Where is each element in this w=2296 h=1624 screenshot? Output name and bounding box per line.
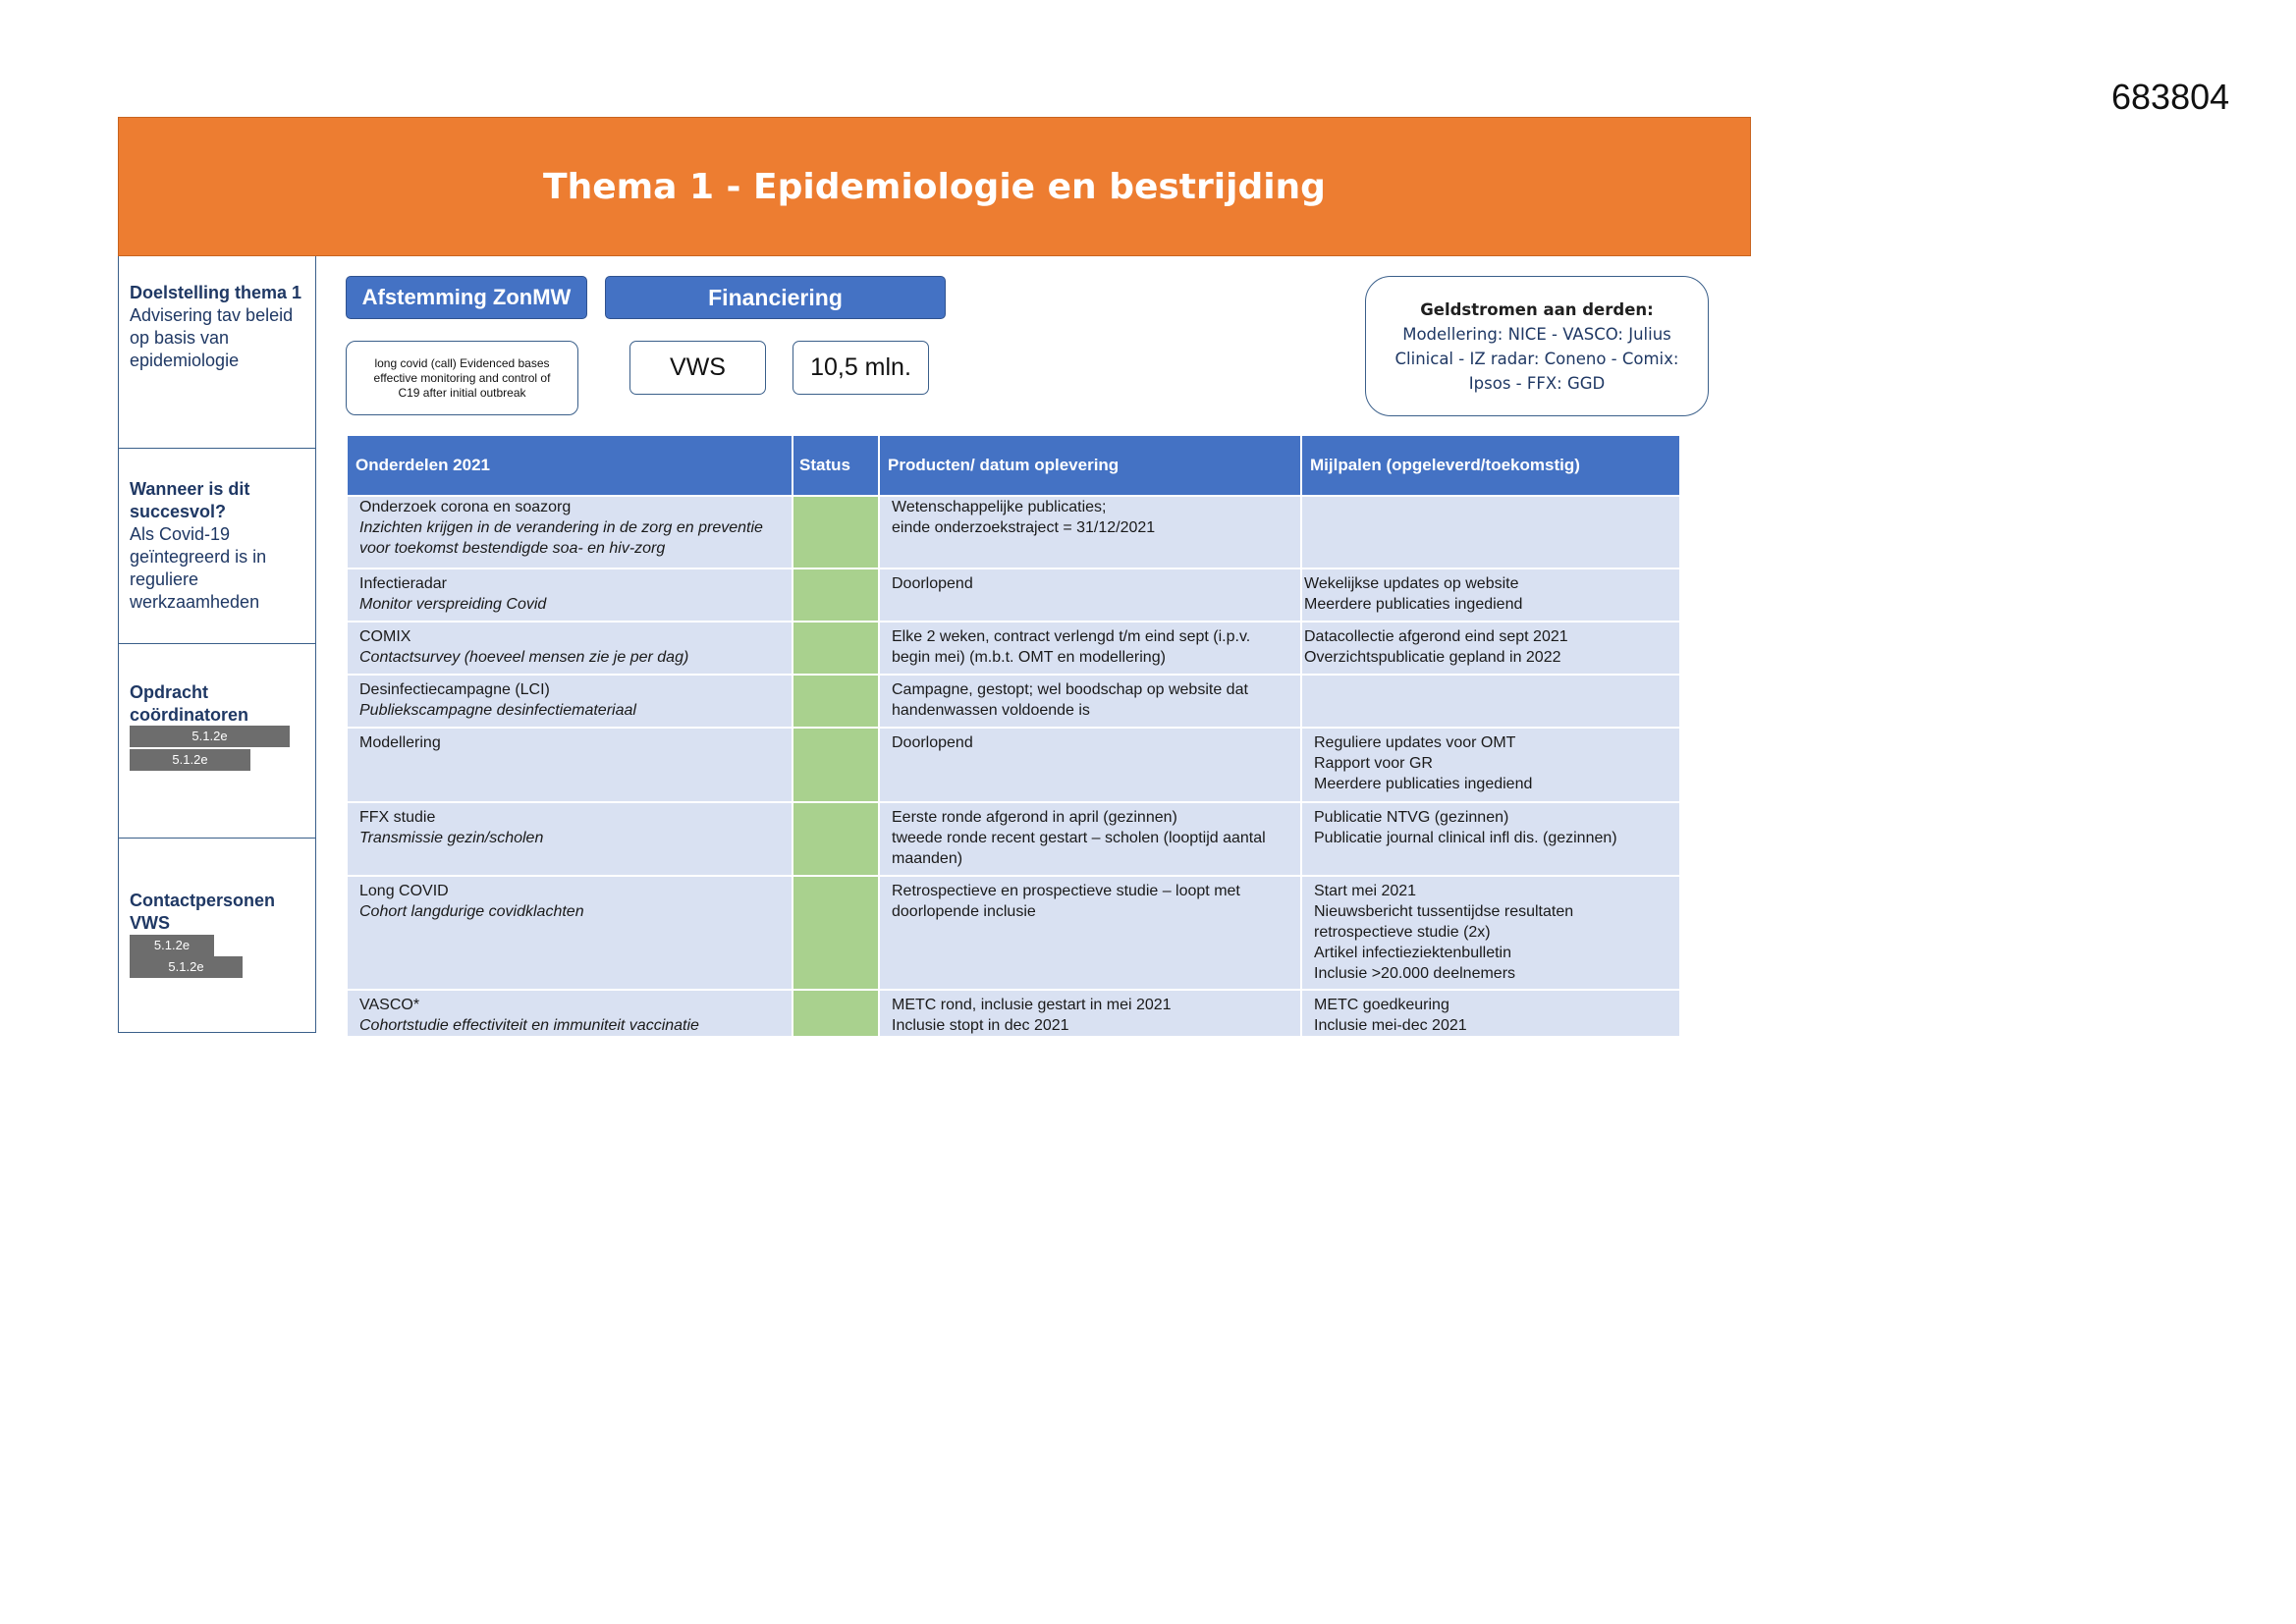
longcovid-call-text: long covid (call) Evidenced bases effective monitoring and control of C19 after initial outbreak: [373, 355, 551, 400]
sidebar-succes: [119, 449, 315, 644]
onderdeel-description: Cohortstudie effectiviteit en immuniteit vaccinatie: [359, 1017, 699, 1034]
status-cell: [793, 802, 879, 876]
table-row: [347, 802, 1680, 876]
products-cell: [879, 622, 1301, 675]
product-line: Inclusie stopt in dec 2021: [892, 1017, 1069, 1034]
amount-box: [793, 341, 929, 395]
milestones-cell: [1301, 802, 1680, 876]
amount-text: 10,5 mln.: [810, 353, 911, 381]
onderdeel-cell: [347, 568, 793, 622]
status-cell: [793, 622, 879, 675]
onderdeel-description: Transmissie gezin/scholen: [359, 830, 544, 846]
milestones-cell: [1301, 675, 1680, 728]
table-row: [347, 728, 1680, 802]
onderdeel-cell: [347, 990, 793, 1037]
table-body: [347, 496, 1680, 1037]
product-line: Eerste ronde afgerond in april (gezinnen): [892, 809, 1177, 826]
onderdeel-description: Contactsurvey (hoeveel mensen zie je per dag): [359, 649, 689, 666]
milestones-cell: [1301, 622, 1680, 675]
afstemming-label: Afstemming ZonMW: [361, 285, 572, 309]
table-row: [347, 568, 1680, 622]
status-cell: [793, 728, 879, 802]
financiering-box: [605, 276, 946, 319]
milestone-line: METC goedkeuring: [1314, 997, 1449, 1013]
opdracht-title: Opdracht coördinatoren: [130, 682, 249, 725]
theme-title: Thema 1 - Epidemiologie en bestrijding: [543, 166, 1326, 207]
onderdeel-name: Long COVID: [359, 883, 449, 899]
redaction-block: 5.1.2e: [130, 956, 243, 978]
milestone-line: Inclusie mei-dec 2021: [1314, 1017, 1467, 1034]
products-cell: [879, 876, 1301, 990]
status-cell: [793, 876, 879, 990]
geldstromen-box: Geldstromen aan derden: Modellering: NICE - VASCO: Julius Clinical - IZ radar: Coneno - Comix: Ipsos - FFX: GGD: [1365, 276, 1709, 416]
milestones-cell: [1301, 728, 1680, 802]
milestones-cell: [1301, 876, 1680, 990]
contact-title: Contactpersonen VWS: [130, 891, 276, 933]
milestone-line: Reguliere updates voor OMT: [1314, 734, 1516, 751]
milestone-line: Meerdere publicaties ingediend: [1314, 776, 1533, 792]
onderdeel-description: Inzichten krijgen in de verandering in de zorg en preventie voor toekomst bestendigde soa- en hiv-zorg: [359, 519, 763, 557]
status-cell: [793, 990, 879, 1037]
redaction-block: 5.1.2e: [130, 749, 250, 771]
products-cell: [879, 802, 1301, 876]
table-row: [347, 675, 1680, 728]
onderdeel-cell: [347, 675, 793, 728]
products-cell: [879, 568, 1301, 622]
redaction-block: 5.1.2e: [130, 935, 214, 956]
onderdeel-description: Cohort langdurige covidklachten: [359, 903, 584, 920]
succes-title: Wanneer is dit succesvol?: [130, 479, 250, 521]
products-cell: [879, 496, 1301, 568]
product-line: Wetenschappelijke publicaties;: [892, 499, 1107, 515]
product-line: Elke 2 weken, contract verlengd t/m eind sept (i.p.v. begin mei) (m.b.t. OMT en modellering): [892, 628, 1251, 666]
status-cell: [793, 568, 879, 622]
longcovid-call-box: [346, 341, 578, 415]
sidebar-opdracht: [119, 644, 315, 839]
onderdeel-cell: [347, 622, 793, 675]
onderdeel-cell: [347, 728, 793, 802]
milestone-line: Inclusie >20.000 deelnemers: [1314, 965, 1516, 982]
table-row: [347, 990, 1680, 1037]
onderdeel-name: Modellering: [359, 734, 441, 751]
milestone-line: Datacollectie afgerond eind sept 2021: [1304, 628, 1568, 645]
status-cell: [793, 496, 879, 568]
onderdeel-name: Infectieradar: [359, 575, 447, 592]
sidebar-doelstelling: [119, 256, 315, 449]
theme-header: [118, 117, 1751, 256]
onderdeel-name: COMIX: [359, 628, 411, 645]
onderdeel-cell: [347, 876, 793, 990]
col-header: Producten/ datum oplevering: [879, 435, 1301, 496]
status-cell: [793, 675, 879, 728]
product-line: tweede ronde recent gestart – scholen (looptijd aantal maanden): [892, 830, 1266, 867]
geldstromen-text: Modellering: NICE - VASCO: Julius Clinical - IZ radar: Coneno - Comix: Ipsos - FFX: GGD: [1394, 324, 1679, 393]
onderdeel-cell: [347, 496, 793, 568]
vws-text: VWS: [670, 353, 726, 381]
milestones-cell: [1301, 990, 1680, 1037]
sidebar-contact: [119, 839, 315, 1033]
product-line: Retrospectieve en prospectieve studie – loopt met doorlopende inclusie: [892, 883, 1240, 920]
redaction-block: 5.1.2e: [130, 726, 290, 747]
product-line: Doorlopend: [892, 734, 973, 751]
milestone-line: Artikel infectieziektenbulletin: [1314, 945, 1511, 961]
table-row: [347, 496, 1680, 568]
succes-text: Als Covid-19 geïntegreerd is in reguliere werkzaamheden: [130, 524, 267, 612]
sidebar: [118, 256, 316, 1033]
onderdeel-description: Monitor verspreiding Covid: [359, 596, 547, 613]
table-header-row: [347, 435, 1680, 496]
onderdeel-name: Onderzoek corona en soazorg: [359, 499, 572, 515]
milestone-line: Nieuwsbericht tussentijdse resultaten retrospectieve studie (2x): [1314, 903, 1574, 941]
geldstromen-title: Geldstromen aan derden: [1420, 299, 1648, 319]
onderdelen-table: [346, 434, 1681, 1038]
onderdeel-name: VASCO*: [359, 997, 420, 1013]
product-line: einde onderzoekstraject = 31/12/2021: [892, 519, 1156, 536]
document-number: 683804: [2111, 77, 2230, 117]
milestone-line: Start mei 2021: [1314, 883, 1417, 899]
onderdeel-name: FFX studie: [359, 809, 436, 826]
doelstelling-title: Doelstelling thema 1: [130, 283, 302, 302]
products-cell: [879, 675, 1301, 728]
col-header: Mijlpalen (opgeleverd/toekomstig): [1301, 435, 1680, 496]
product-line: Campagne, gestopt; wel boodschap op website dat handenwassen voldoende is: [892, 681, 1248, 719]
milestones-cell: [1301, 496, 1680, 568]
milestone-line: Publicatie NTVG (gezinnen): [1314, 809, 1509, 826]
products-cell: [879, 990, 1301, 1037]
afstemming-zonmw-box: [346, 276, 587, 319]
products-cell: [879, 728, 1301, 802]
col-header: Onderdelen 2021: [347, 435, 793, 496]
doelstelling-text: Advisering tav beleid op basis van epidemiologie: [130, 305, 294, 370]
milestone-line: Meerdere publicaties ingediend: [1304, 596, 1523, 613]
onderdeel-description: Publiekscampagne desinfectiemateriaal: [359, 702, 636, 719]
product-line: METC rond, inclusie gestart in mei 2021: [892, 997, 1172, 1013]
milestone-line: Overzichtspublicatie gepland in 2022: [1304, 649, 1561, 666]
milestone-line: Publicatie journal clinical infl dis. (gezinnen): [1314, 830, 1617, 846]
financiering-label: Financiering: [708, 284, 843, 310]
onderdeel-name: Desinfectiecampagne (LCI): [359, 681, 550, 698]
milestones-cell: [1301, 568, 1680, 622]
col-header: Status: [793, 435, 879, 496]
table-row: [347, 876, 1680, 990]
milestone-line: Rapport voor GR: [1314, 755, 1433, 772]
onderdeel-cell: [347, 802, 793, 876]
milestone-line: Wekelijkse updates op website: [1304, 575, 1519, 592]
table-row: [347, 622, 1680, 675]
product-line: Doorlopend: [892, 575, 973, 592]
vws-box: [629, 341, 766, 395]
